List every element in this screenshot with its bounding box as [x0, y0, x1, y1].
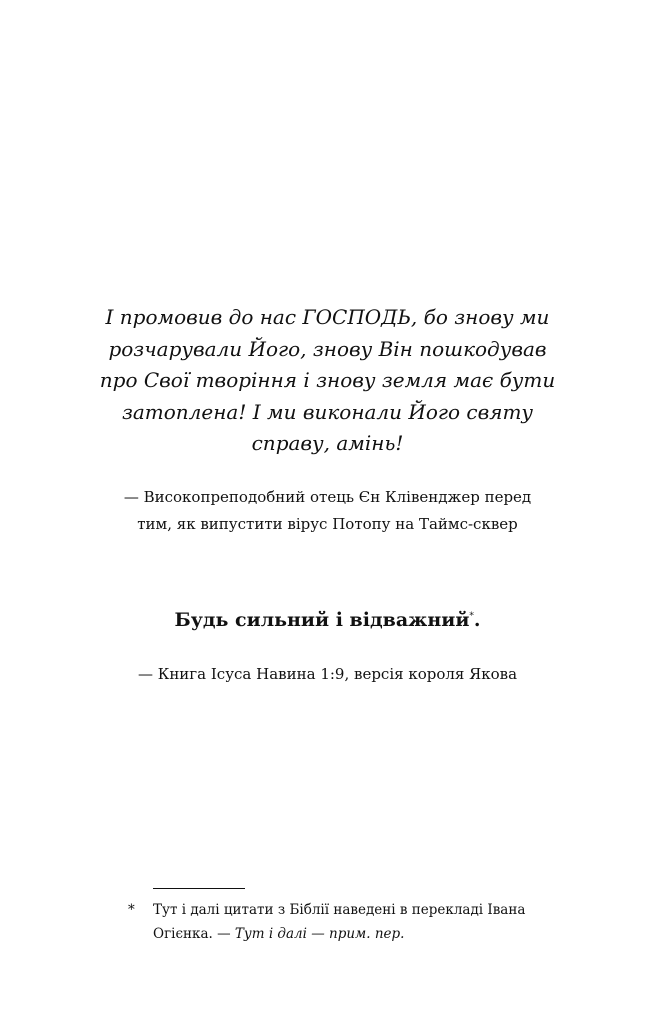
footnote-marker: *: [128, 902, 135, 918]
translator-note: Тут і далі — прим. пер.: [234, 926, 405, 942]
epigraph-quote-text: Будь сильний і відважний: [174, 609, 470, 631]
footnote-reference: *: [469, 611, 474, 622]
footnote-text: [153, 898, 568, 946]
footnote-divider: [153, 888, 245, 889]
attribution-line: — Високопреподобний отець Єн Клівенджер перед: [123, 488, 532, 506]
epigraph-attribution-1: [100, 484, 555, 538]
epigraph-line: затоплена! І ми виконали Його святу: [121, 399, 534, 424]
epigraph-line: І промовив до нас ГОСПОДЬ, бо знову ми: [105, 305, 550, 329]
epigraph-line: розчарували Його, знову Він пошкодував: [108, 336, 547, 361]
footnote-line-2: [153, 922, 568, 946]
epigraph-end-punctuation: .: [473, 609, 481, 631]
epigraph-line: справу, амінь!: [251, 431, 404, 455]
attribution-line: тим, як випустити вірус Потопу на Таймс-сквер: [137, 515, 518, 533]
footnote-line-1: Тут і далі цитати з Біблії наведені в перекладі Івана: [153, 902, 526, 918]
epigraph-quote-1: [95, 302, 560, 460]
epigraph-quote-2: [60, 606, 595, 634]
footnote-line-2-start: Огієнка. —: [153, 926, 235, 942]
epigraph-line: про Свої творіння і знову земля має бути: [99, 368, 556, 392]
footnote: [128, 898, 568, 946]
epigraph-attribution-2: — Книга Ісуса Навина 1:9, версія короля Якова: [137, 665, 518, 683]
